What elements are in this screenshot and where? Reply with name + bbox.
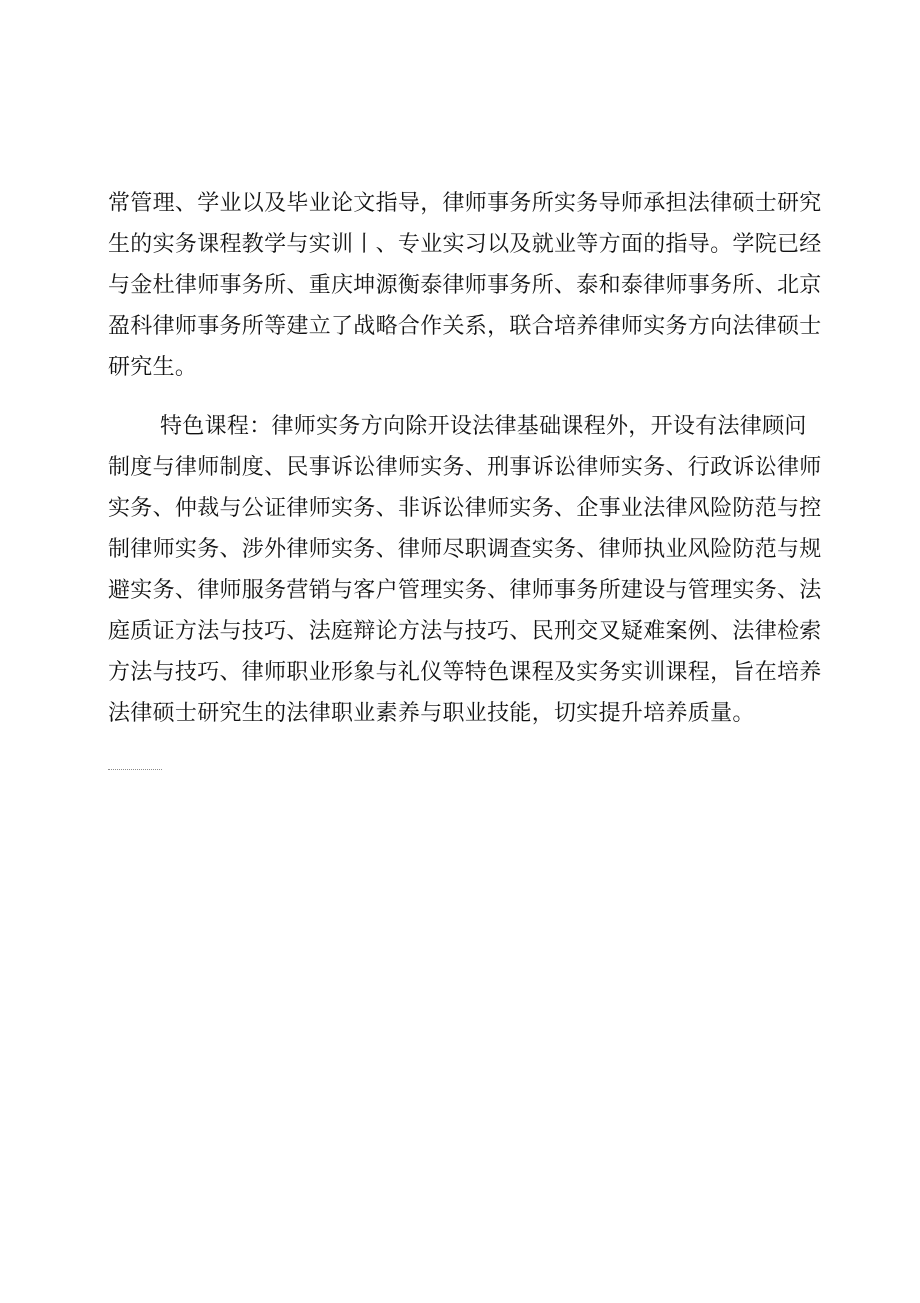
text-line: 研究生。 — [108, 355, 198, 380]
text-line: 庭质证方法与技巧、法庭辩论方法与技巧、民刑交叉疑难案例、法律检索 — [108, 619, 822, 644]
text-line: 盈科律师事务所等建立了战略合作关系，联合培养律师实务方向法律硕士 — [108, 314, 822, 339]
paragraph-featured-courses — [108, 406, 822, 734]
footnote-separator — [108, 769, 162, 770]
text-line: 特色课程：律师实务方向除开设法律基础课程外，开设有法律顾问 — [160, 414, 807, 439]
body-text — [108, 183, 822, 734]
text-line: 制度与律师制度、民事诉讼律师实务、刑事诉讼律师实务、行政诉讼律师 — [108, 455, 822, 480]
text-line: 与金杜律师事务所、重庆坤源衡泰律师事务所、泰和泰律师事务所、北京 — [108, 273, 822, 298]
paragraph-spacer — [108, 388, 816, 406]
text-line: 法律硕士研究生的法律职业素养与职业技能，切实提升培养质量。 — [108, 701, 755, 726]
text-line: 生的实务课程教学与实训丨、专业实习以及就业等方面的指导。学院已经 — [108, 232, 822, 257]
text-line: 方法与技巧、律师职业形象与礼仪等特色课程及实务实训课程，旨在培养 — [108, 660, 822, 685]
text-line: 避实务、律师服务营销与客户管理实务、律师事务所建设与管理实务、法 — [108, 578, 822, 603]
text-line: 常管理、学业以及毕业论文指导，律师事务所实务导师承担法律硕士研究 — [108, 191, 822, 216]
paragraph-cooperation — [108, 183, 822, 388]
text-line: 实务、仲裁与公证律师实务、非诉讼律师实务、企事业法律风险防范与控 — [108, 496, 822, 521]
text-line: 制律师实务、涉外律师实务、律师尽职调查实务、律师执业风险防范与规 — [108, 537, 822, 562]
